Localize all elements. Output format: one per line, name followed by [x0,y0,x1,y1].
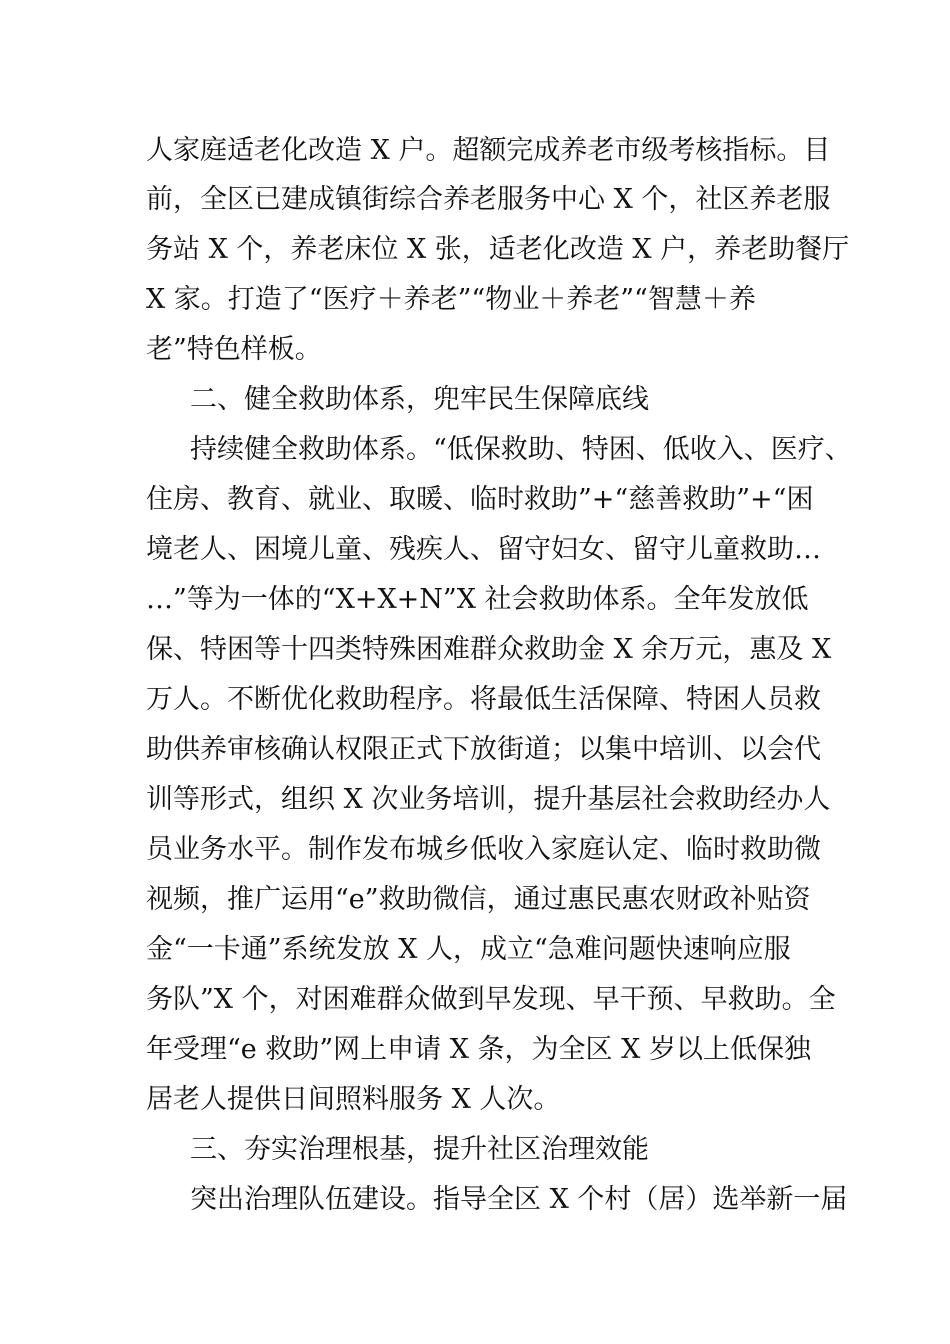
text-line: 万人。不断优化救助程序。将最低生活保障、特困人员救 [146,684,821,715]
text-line: 视频，推广运用“e”救助微信，通过惠民惠农财政补贴资 [146,884,811,915]
text-line: 境老人、困境儿童、残疾人、留守妇女、留守儿童救助… [146,534,821,565]
text-line: 老”特色样板。 [146,334,322,365]
text-line: 保、特困等十四类特殊困难群众救助金 X 余万元，惠及 X [146,634,832,665]
text-line: 务队”X 个，对困难群众做到早发现、早干预、早救助。全 [146,984,836,1015]
text-line: 训等形式，组织 X 次业务培训，提升基层社会救助经办人 [146,784,831,815]
text-line: 前，全区已建成镇街综合养老服务中心 X 个，社区养老服 [146,184,831,215]
text-line: 助供养审核确认权限正式下放街道；以集中培训、以会代 [146,734,821,765]
text-line: 务站 X 个，养老床位 X 张，适老化改造 X 户，养老助餐厅 [146,234,850,265]
text-line: 年受理“e 救助”网上申请 X 条，为全区 X 岁以上低保独 [146,1034,811,1065]
text-line: 员业务水平。制作发布城乡低收入家庭认定、临时救助微 [146,834,821,865]
paragraph-first-line: 突出治理队伍建设。指导全区 X 个村（居）选举新一届 [190,1184,848,1215]
text-line: 住房、教育、就业、取暖、临时救助”+“慈善救助”+“困 [146,484,814,515]
section-heading: 三、夯实治理根基，提升社区治理效能 [190,1134,649,1165]
paragraph-first-line: 持续健全救助体系。“低保救助、特困、低收入、医疗、 [190,434,852,465]
text-line: 人家庭适老化改造 X 户。超额完成养老市级考核指标。目 [146,135,831,166]
text-line: 金“一卡通”系统发放 X 人，成立“急难问题快速响应服 [146,934,791,965]
section-heading: 二、健全救助体系，兜牢民生保障底线 [190,384,649,415]
text-line: X 家。打造了“医疗＋养老”“物业＋养老”“智慧＋养 [146,284,756,315]
text-line: 居老人提供日间照料服务 X 人次。 [146,1084,561,1115]
text-line: …”等为一体的“X+X+N”X 社会救助体系。全年发放低 [146,584,809,615]
